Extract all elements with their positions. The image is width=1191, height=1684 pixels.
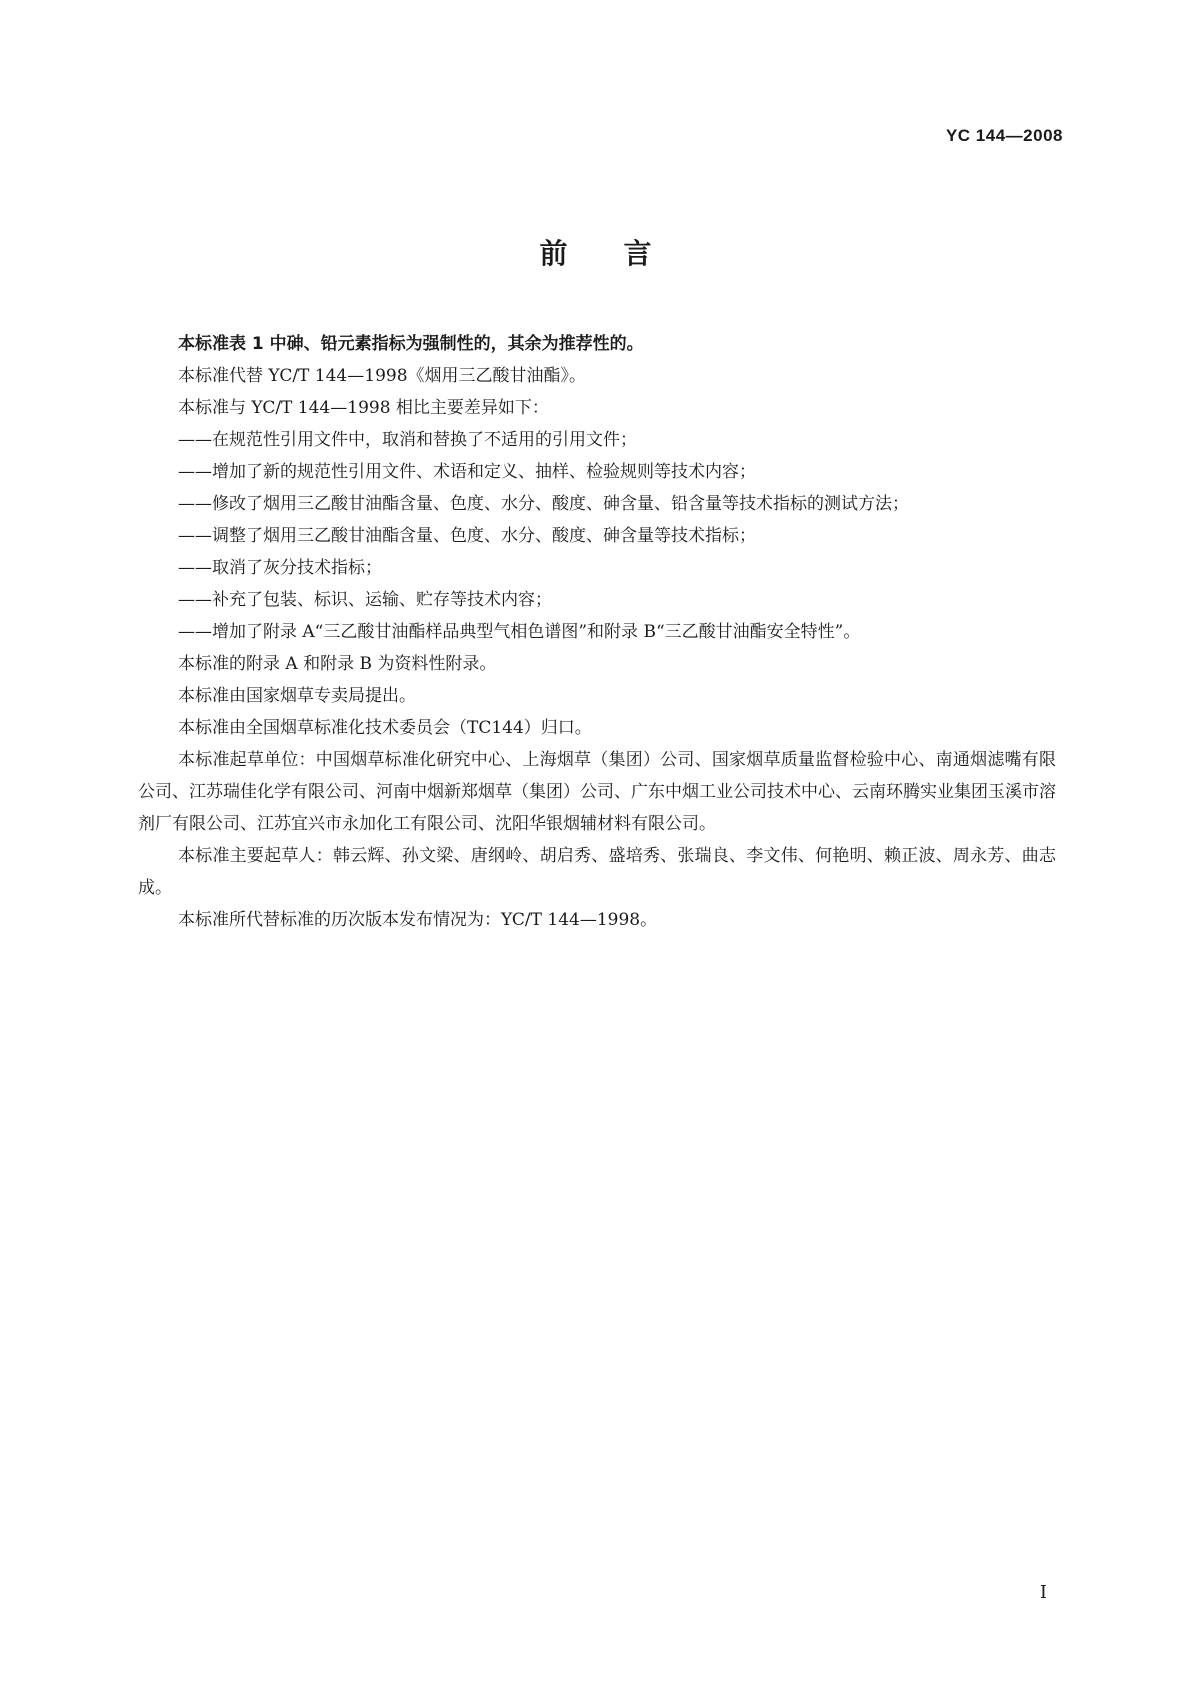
list-item-difference: ——修改了烟用三乙酸甘油酯含量、色度、水分、酸度、砷含量、铅含量等技术指标的测试方法；	[178, 494, 909, 514]
paragraph-proposer: 本标准由国家烟草专卖局提出。	[178, 686, 416, 706]
standard-code: YC 144—2008	[945, 126, 1063, 145]
paragraph-committee: 本标准由全国烟草标准化技术委员会（TC144）归口。	[178, 718, 592, 738]
paragraph-appendix: 本标准的附录 A 和附录 B 为资料性附录。	[178, 654, 497, 674]
list-item-difference: ——补充了包装、标识、运输、贮存等技术内容；	[178, 590, 552, 610]
page-title: 前言	[539, 237, 708, 270]
paragraph-drafters: 本标准主要起草人：韩云辉、孙文梁、唐纲岭、胡启秀、盛培秀、张瑞良、李文伟、何艳明、赖正波、周永芳、曲志成。	[138, 846, 1056, 898]
list-item-difference: ——增加了附录 A“三乙酸甘油酯样品典型气相色谱图”和附录 B“三乙酸甘油酯安全特性”。	[178, 622, 861, 642]
list-item-difference: ——增加了新的规范性引用文件、术语和定义、抽样、检验规则等技术内容；	[178, 462, 756, 482]
paragraph-history: 本标准所代替标准的历次版本发布情况为：YC/T 144—1998。	[178, 910, 658, 930]
paragraph-mandatory-note: 本标准表 1 中砷、铅元素指标为强制性的，其余为推荐性的。	[178, 334, 644, 354]
paragraph-drafting-units: 本标准起草单位：中国烟草标准化研究中心、上海烟草（集团）公司、国家烟草质量监督检验中心、南通烟滤嘴有限公司、江苏瑞佳化学有限公司、河南中烟新郑烟草（集团）公司、广东中烟工业公司技术中心、云南环腾实业集团玉溪市溶剂厂有限公司、江苏宜兴市永加化工有限公司、沈阳华银烟辅材料有限公司。	[138, 750, 1056, 834]
list-item-difference: ——取消了灰分技术指标；	[178, 558, 382, 578]
list-item-difference: ——在规范性引用文件中，取消和替换了不适用的引用文件；	[178, 430, 637, 450]
list-item-difference: ——调整了烟用三乙酸甘油酯含量、色度、水分、酸度、砷含量等技术指标；	[178, 526, 756, 546]
document-body	[138, 328, 1056, 936]
page-number: I	[1039, 1582, 1047, 1603]
paragraph-differences-intro: 本标准与 YC/T 144—1998 相比主要差异如下：	[178, 398, 549, 418]
paragraph-replaces: 本标准代替 YC/T 144—1998《烟用三乙酸甘油酯》。	[178, 366, 587, 386]
